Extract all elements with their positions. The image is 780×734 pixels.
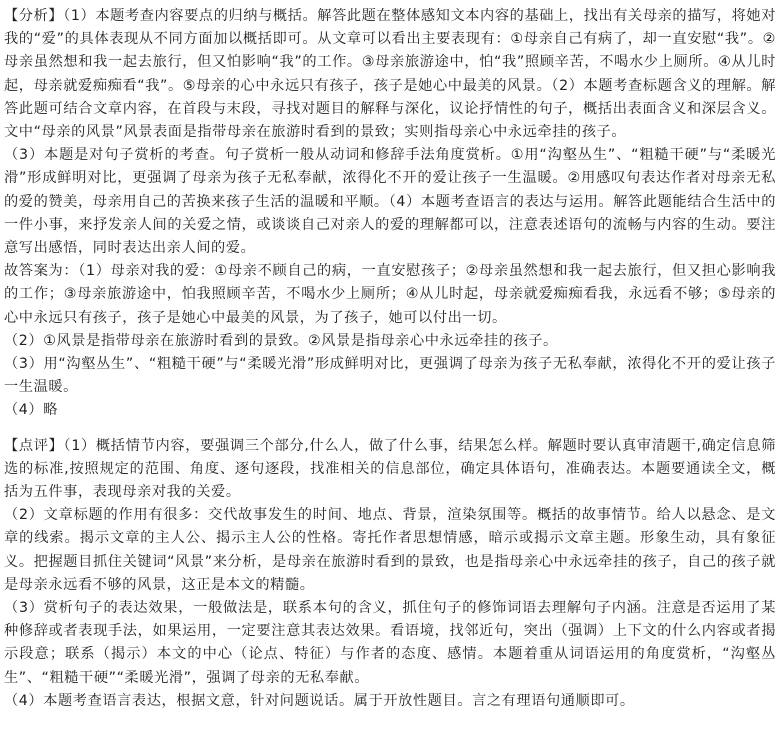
analysis-paragraph: 【分析】（1）本题考查内容要点的归纳与概括。解答此题在整体感知文本内容的基础上，找出有关母亲的描写，将她对我的“爱”的具体表现从不同方面加以概括即可。从文章可以看出主要表现有：①母亲自己有病了，却一直安慰“我”。②母亲虽然想和我一起去旅行，但又怕影响“我”的工作。③母亲旅游途中，怕“我”照顾辛苦，不喝水少上厕所。④从儿时起，母亲就爱痴痴看“我”。⑤母亲的心中永远只有孩子，孩子是她心中最美的风景。（2）本题考查标题含义的理解。解答此题可结合文章内容，在首段与末段，寻找对题目的解释与深化，议论抒情性的句子，概括出表面含义和深层含义。文中“母亲的风景”风景表面是指带母亲在旅游时看到的景致；实则指母亲心中永远牵挂的孩子。: [4, 8, 776, 141]
section-gap: [4, 423, 776, 435]
answer-paragraph: 故答案为：（1）母亲对我的爱：①母亲不顾自己的病，一直安慰孩子；②母亲虽然想和我一起去旅行，但又担心影响我的工作；③母亲旅游途中，怕我照顾辛苦，不喝水少上厕所；④从儿时起，母亲就爱痴痴看我，永远看不够；⑤母亲的心中永远只有孩子，孩子是她心中最美的风景，为了孩子，她可以付出一切。: [4, 263, 776, 326]
comment-paragraph: 【点评】（1）概括情节内容，要强调三个部分,什么人，做了什么事，结果怎么样。解题时要认真审清题干,确定信息筛选的标准,按照规定的范围、角度、逐句逐段，找准相关的信息部位，确定具体语句，准确表达。本题要通读全文，概括为五件事，表现母亲对我的关爱。: [4, 437, 776, 501]
analysis-paragraph: （3）本题是对句子赏析的考查。句子赏析一般从动词和修辞手法角度赏析。①用“沟壑丛生”、“粗糙干硬”与“柔暖光滑”形成鲜明对比，更强调了母亲为孩子无私奉献，浓得化不开的爱让孩子一生温暖。②用感叹句表达作者对母亲无私的爱的赞美，母亲用自己的苦换来孩子生活的温暖和平顺。（4）本题考查语言的表达与运用。解答此题能结合生活中的一件小事，来抒发亲人间的关爱之情，或谈谈自己对亲人的爱的理解都可以，注意表述语句的流畅与内容的生动。要注意写出感悟，同时表达出亲人间的爱。: [4, 147, 776, 257]
answer-paragraph: （2）①风景是指带母亲在旅游时看到的景致。②风景是指母亲心中永远牵挂的孩子。: [4, 332, 558, 349]
comment-paragraph: （2）文章标题的作用有很多：交代故事发生的时间、地点、背景，渲染氛围等。概括的故事情节。给人以悬念、是文章的线索。揭示文章的主人公、揭示主人公的性格。寄托作者思想情感，暗示或揭示文章主题。形象生动，具有象征义。把握题目抓住关键词“风景”来分析，是母亲在旅游时看到的景致，也是指母亲心中永远牵挂的孩子，自己的孩子就是母亲永远看不够的风景，这正是本文的精髓。: [4, 507, 776, 593]
answer-paragraph: （3）用“沟壑丛生”、“粗糙干硬”与“柔暖光滑”形成鲜明对比，更强调了母亲为孩子无私奉献，浓得化不开的爱让孩子一生温暖。: [4, 356, 776, 396]
answer-paragraph: （4）略: [4, 402, 58, 419]
comment-paragraph: （4）本题考查语言表达，根据文意，针对问题说话。属于开放性题目。言之有理语句通顺即可。: [4, 692, 635, 709]
comment-paragraph: （3）赏析句子的表达效果，一般做法是，联系本句的含义，抓住句子的修饰词语去理解句子内涵。注意是否运用了某种修辞或者表现手法，如果运用，一定要注意其表达效果。看语境，找邻近句，突出（强调）上下文的什么内容或者揭示段意；联系（揭示）本文的中心（论点、特征）与作者的态度、感情。本题着重从词语运用的角度赏析，“沟壑丛生”、“粗糙干硬”“柔暖光滑”，强调了母亲的无私奉献。: [4, 600, 776, 686]
